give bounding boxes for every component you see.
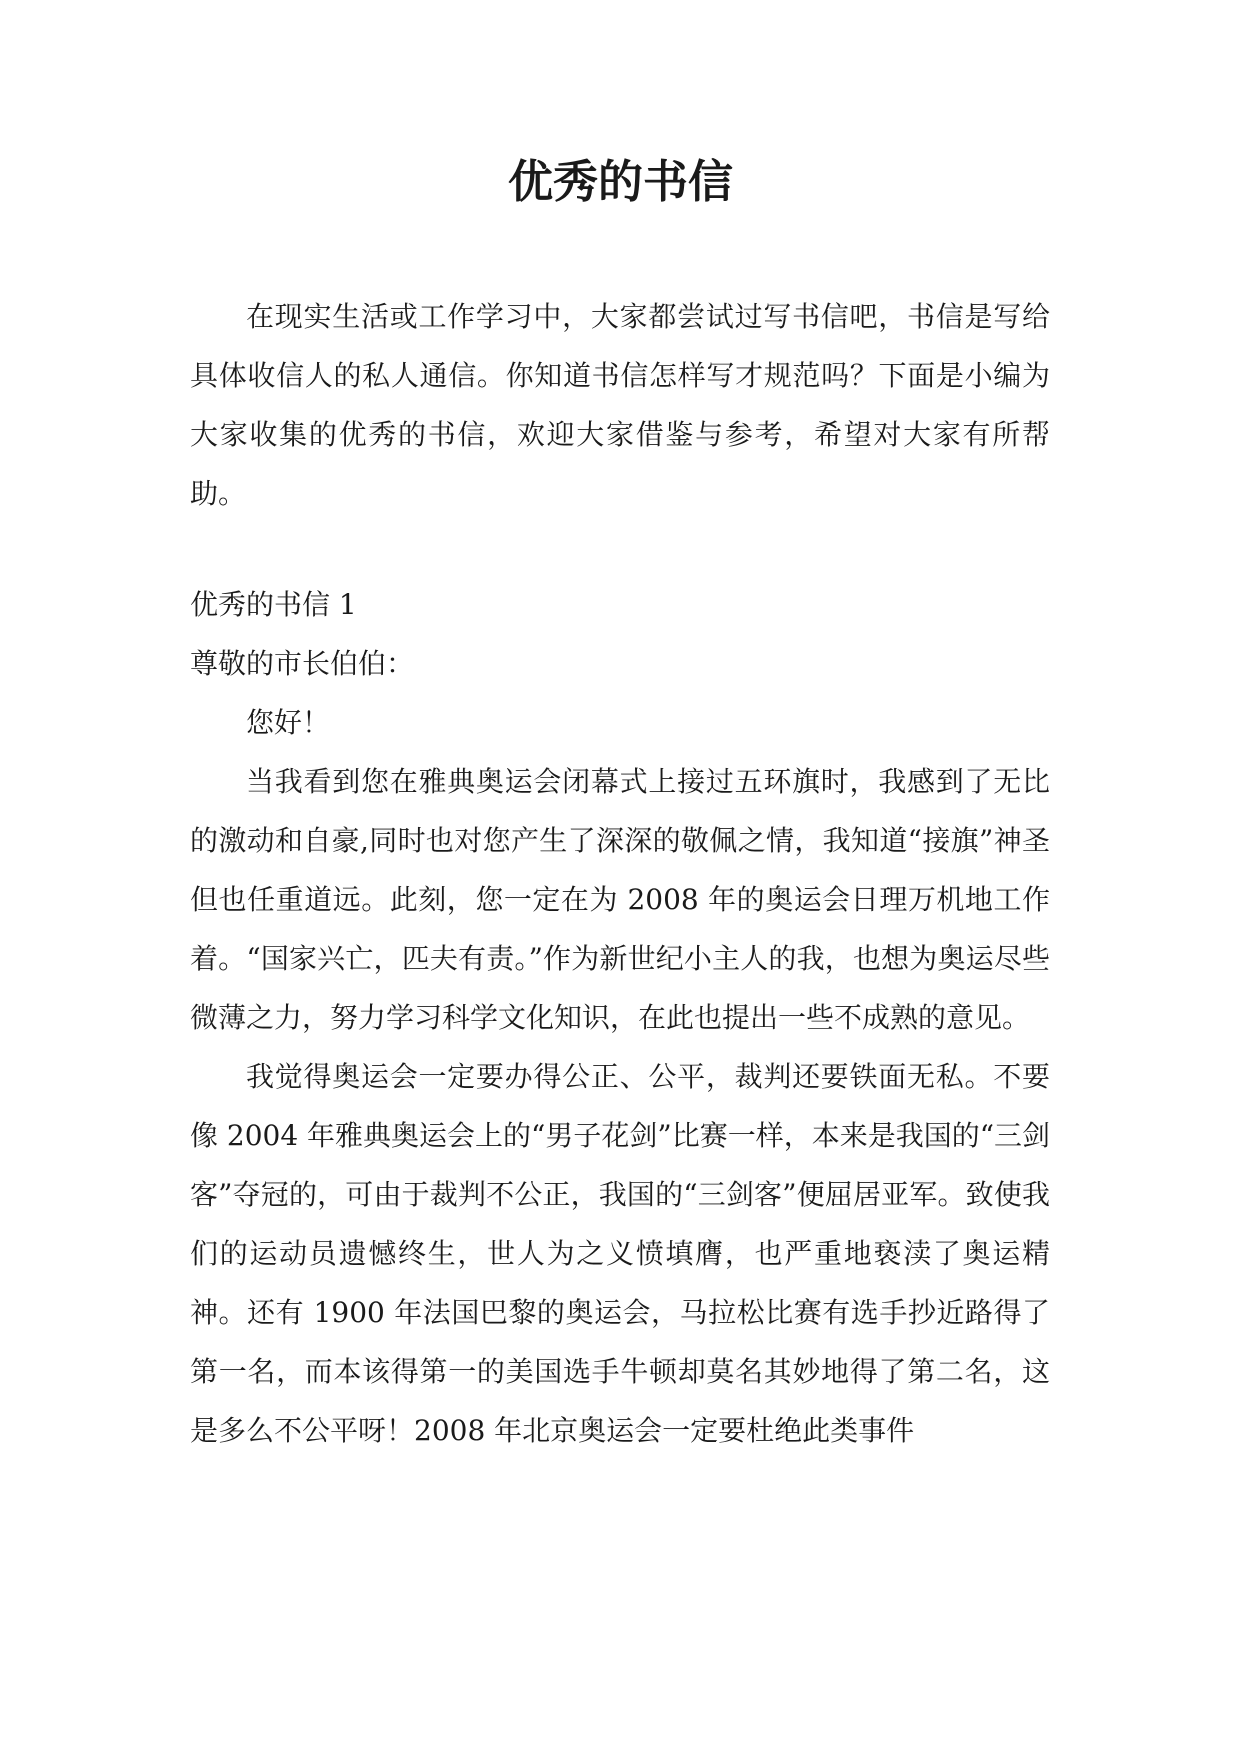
letter-salutation: 尊敬的市长伯伯： (190, 647, 415, 680)
document-title: 优秀的书信 (507, 155, 733, 208)
intro-paragraph: 在现实生活或工作学习中，大家都尝试过写书信吧，书信是写给具体收信人的私人通信。你知道书信怎样写才规范吗？下面是小编为大家收集的优秀的书信，欢迎大家借鉴与参考，希望对大家有所帮助。 (190, 300, 1050, 510)
section-heading: 优秀的书信 1 (190, 588, 357, 621)
letter-paragraph-1: 当我看到您在雅典奥运会闭幕式上接过五环旗时，我感到了无比的激动和自豪,同时也对您产生了深深的敬佩之情，我知道“接旗”神圣但也任重道远。此刻，您一定在为 2008 年的奥运会日理万机地工作着。“国家兴亡，匹夫有责。”作为新世纪小主人的我，也想为奥运尽些微薄之力，努力学习科学文化知识，在此也提出一些不成熟的意见。 (190, 765, 1050, 1034)
letter-body (190, 575, 1050, 1460)
letter-paragraph-2: 我觉得奥运会一定要办得公正、公平，裁判还要铁面无私。不要像 2004 年雅典奥运会上的“男子花剑”比赛一样，本来是我国的“三剑客”夺冠的，可由于裁判不公正，我国的“三剑客”便屈居亚军。致使我们的运动员遗憾终生，世人为之义愤填膺，也严重地亵渎了奥运精神。还有 1900 年法国巴黎的奥运会，马拉松比赛有选手抄近路得了第一名，而本该得第一的美国选手牛顿却莫名其妙地得了第二名，这是多么不公平呀！2008 年北京奥运会一定要杜绝此类事件 (190, 1060, 1051, 1447)
letter-greeting: 您好！ (246, 706, 331, 739)
intro-block (190, 287, 1050, 523)
